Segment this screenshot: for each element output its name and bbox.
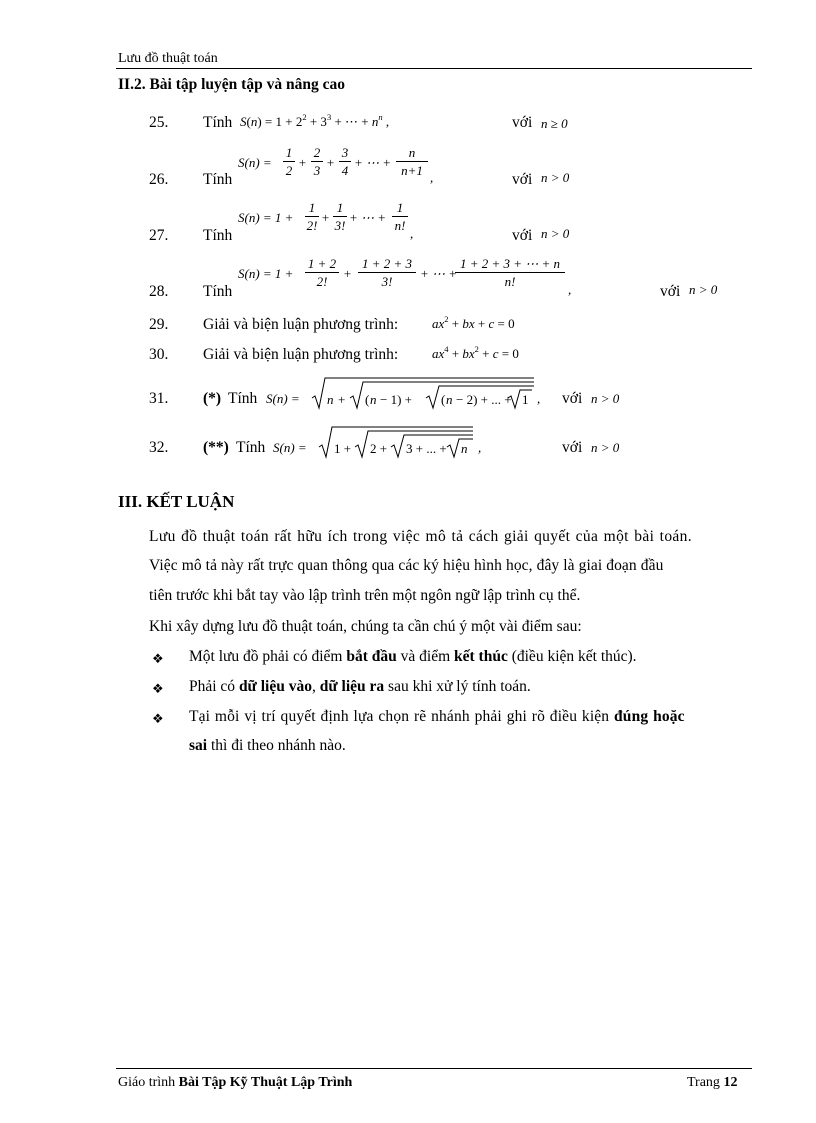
fraction: 1 2! (306, 200, 318, 233)
fraction: 1 2 (283, 146, 295, 178)
footer-rule (116, 1068, 752, 1069)
plus-sign: + (298, 155, 307, 170)
exercise-number: 26. (149, 171, 169, 188)
condition-math: n > 0 (689, 282, 718, 297)
exercise-number: 31. (149, 390, 169, 407)
plus-sign: + (326, 155, 335, 170)
plus-dots: + ⋯ + (354, 155, 392, 170)
formula-27-lhs: S(n) = 1 + (238, 210, 294, 225)
comma: , (410, 226, 414, 241)
comma: , (568, 282, 572, 297)
svg-text:(: ( (441, 392, 446, 407)
exercise-label: Tính (236, 439, 266, 456)
diamond-bullet-icon: ❖ (152, 651, 164, 666)
exercise-label: Giải và biện luận phương trình: (203, 316, 399, 333)
fraction: 1 3! (334, 200, 346, 233)
bullet-text: Một lưu đồ phải có điểm bắt đầu và điểm kết thúc (điều kiện kết thúc). (189, 648, 637, 665)
bullet-text: Phải có dữ liệu vào, dữ liệu ra sau khi xử lý tính toán. (189, 678, 531, 695)
condition-label: với (660, 283, 681, 300)
footer-page-number: Trang 12 (687, 1075, 738, 1090)
formula-32-lhs: S(n) = (273, 440, 307, 455)
exercise-number: 28. (149, 283, 169, 300)
bullet-text-continuation: sai thì đi theo nhánh nào. (189, 737, 346, 754)
running-header: Lưu đồ thuật toán (118, 51, 218, 66)
svg-text:(: ( (365, 392, 370, 407)
header-rule (116, 68, 752, 69)
condition-math: n > 0 (591, 391, 620, 406)
svg-text:1 +: 1 + (334, 441, 352, 456)
condition-label: với (512, 114, 533, 131)
paragraph-line: Khi xây dựng lưu đồ thuật toán, chúng ta cần chú ý một vài điểm sau: (149, 618, 582, 635)
formula-26-lhs: S(n) = (238, 155, 272, 170)
conclusion-heading: III. KẾT LUẬN (118, 492, 235, 511)
formula-31-radicals (310, 374, 536, 414)
paragraph-line: Lưu đồ thuật toán rất hữu ích trong việc mô tả cách giải quyết của một bài toán. (149, 528, 692, 545)
svg-text:1: 1 (522, 392, 529, 407)
formula-31-lhs: S(n) = (266, 391, 300, 406)
condition-math: n > 0 (591, 440, 620, 455)
condition-label: với (562, 439, 583, 456)
svg-text:3 + ... +: 3 + ... + (406, 441, 447, 456)
svg-text:− 2) + ... +: − 2) + ... + (456, 392, 512, 407)
section-heading: II.2. Bài tập luyện tập và nâng cao (118, 76, 345, 93)
formula-29: $ax^2$ + bx + c = 0 (432, 314, 515, 331)
fraction: 3 4 (339, 146, 351, 178)
condition-label: với (512, 171, 533, 188)
comma: , (537, 391, 541, 406)
exercise-label: Tính (203, 227, 233, 244)
formula-30: $ax^4 + bx^2 + c = 0$ (432, 344, 519, 361)
paragraph-line: Việc mô tả này rất trực quan thông qua các ký hiệu hình học, đây là giai đoạn đầu (149, 557, 664, 574)
plus-sign: + (343, 266, 352, 281)
exercise-label: Giải và biện luận phương trình: (203, 346, 399, 363)
formula-32-radicals (317, 423, 477, 463)
exercise-number: 32. (149, 439, 169, 456)
exercise-number: 30. (149, 346, 169, 363)
difficulty-mark: (*) (203, 390, 222, 407)
comma: , (478, 440, 482, 455)
condition-math: n ≥ 0 (541, 116, 568, 131)
condition-label: với (562, 390, 583, 407)
plus-dots: + ⋯ + (349, 210, 387, 225)
difficulty-mark: (**) (203, 439, 229, 456)
fraction: 1 + 2 + 3 3! (358, 257, 416, 289)
paragraph-line: tiên trước khi bắt tay vào lập trình trên một ngôn ngữ lập trình cụ thể. (149, 587, 581, 604)
diamond-bullet-icon: ❖ (152, 711, 164, 726)
formula-28-lhs: S(n) = 1 + (238, 266, 294, 281)
exercise-number: 25. (149, 114, 169, 131)
svg-text:n: n (461, 441, 468, 456)
diamond-bullet-icon: ❖ (152, 681, 164, 696)
svg-text:n: n (327, 392, 334, 407)
exercise-number: 29. (149, 316, 169, 333)
exercise-number: 27. (149, 227, 169, 244)
exercise-label: Tính (228, 390, 258, 407)
comma: , (430, 170, 434, 185)
condition-label: với (512, 227, 533, 244)
svg-text:2 +: 2 + (370, 441, 388, 456)
fraction: 1 + 2 2! (305, 257, 339, 289)
plus-dots: + ⋯ + (420, 266, 458, 281)
plus-sign: + (321, 210, 330, 225)
condition-math: n > 0 (541, 226, 570, 241)
bullet-text: Tại mỗi vị trí quyết định lựa chọn rẽ nhánh phải ghi rõ điều kiện đúng hoặc (189, 708, 685, 725)
fraction: 2 3 (311, 146, 323, 178)
exercise-label: Tính (203, 171, 233, 188)
formula-25: $S(n) = 1 + 2^2 + 3^3$ + ⋯ + $n^n$ , (240, 112, 390, 129)
footer-book-title: Giáo trình Bài Tập Kỹ Thuật Lập Trình (118, 1075, 353, 1090)
svg-text:+: + (338, 392, 346, 407)
exercise-label: Tính (203, 283, 233, 300)
fraction: n n+1 (396, 146, 428, 178)
exercise-label: Tính (203, 114, 233, 131)
svg-text:− 1) +: − 1) + (380, 392, 412, 407)
fraction: 1 + 2 + 3 + ⋯ + n n! (455, 257, 565, 289)
fraction: 1 n! (392, 201, 408, 233)
condition-math: n > 0 (541, 170, 570, 185)
svg-text:n: n (370, 392, 377, 407)
svg-text:n: n (446, 392, 453, 407)
